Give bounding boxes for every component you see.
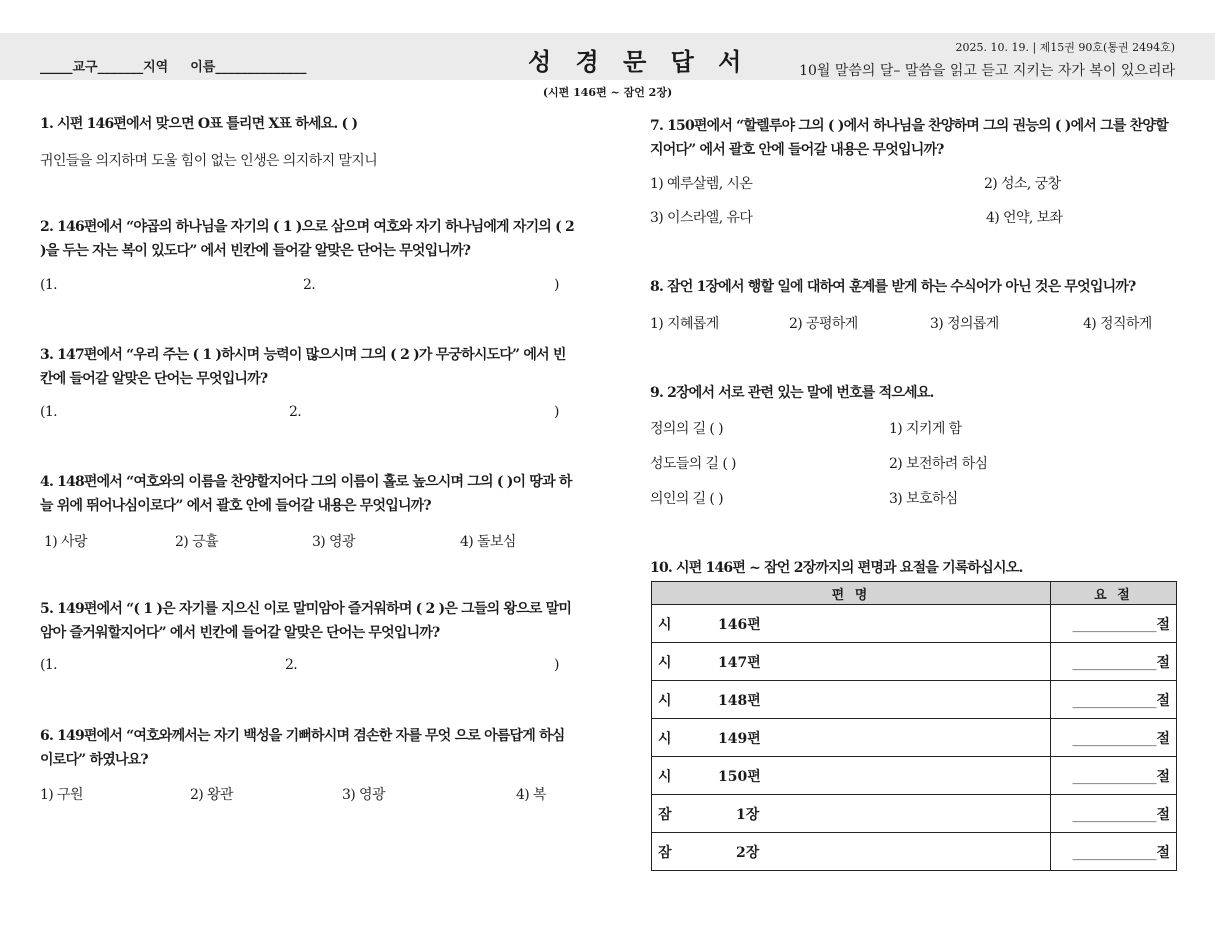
verse-blank[interactable]: ____________ — [1072, 654, 1157, 671]
chapter-cell — [652, 795, 1051, 833]
verse-suffix: 절 — [1156, 654, 1170, 671]
chapter-cell — [652, 757, 1051, 795]
q6-option-2[interactable]: 2) 왕관 — [190, 787, 233, 803]
chapter-label: 148편 — [718, 692, 761, 709]
parish-blank[interactable]: _____교구 — [40, 60, 98, 75]
q7-option-4[interactable]: 4) 언약, 보좌 — [986, 210, 1063, 226]
book-label: 시 — [658, 730, 672, 747]
table-row — [652, 719, 1177, 757]
chapter-label: 147편 — [718, 654, 761, 671]
q5-answer-2[interactable]: 2. — [285, 657, 298, 673]
chapter-cell — [652, 643, 1051, 681]
table-row — [652, 643, 1177, 681]
q5-answer-1[interactable]: (1. — [40, 657, 58, 673]
question-1: 1. 시편 146편에서 맞으면 O표 틀리면 X표 하세요. ( ) — [40, 116, 358, 132]
verse-cell[interactable] — [1051, 719, 1177, 757]
q6-option-1[interactable]: 1) 구원 — [40, 787, 83, 803]
verse-blank[interactable]: ____________ — [1072, 616, 1157, 633]
table-row — [652, 795, 1177, 833]
q8-option-2[interactable]: 2) 공평하게 — [789, 316, 858, 332]
q4-option-1[interactable]: 1) 사랑 — [44, 534, 87, 550]
chapter-cell — [652, 833, 1051, 871]
q9-left-3[interactable]: 의인의 길 ( ) — [650, 491, 723, 507]
q9-left-1[interactable]: 정의의 길 ( ) — [650, 421, 723, 437]
verse-suffix: 절 — [1156, 768, 1170, 785]
q9-left-2[interactable]: 성도들의 길 ( ) — [650, 456, 736, 472]
chapter-cell — [652, 681, 1051, 719]
name-fields — [40, 56, 306, 75]
q2-answer-2[interactable]: 2. — [303, 277, 316, 293]
chapter-label: 146편 — [718, 616, 761, 633]
question-8: 8. 잠언 1장에서 행할 일에 대하여 훈계를 받게 하는 수식어가 아닌 것은 무엇입니까? — [650, 279, 1136, 295]
q6-option-4[interactable]: 4) 복 — [516, 787, 546, 803]
page-title: 성 경 문 답 서 — [528, 47, 750, 76]
q7-option-3[interactable]: 3) 이스라엘, 유다 — [650, 210, 753, 226]
question-7: 7. 150편에서 “할렐루야 그의 ( )에서 하나님을 찬양하며 그의 권능의 ( )에서 그를 찬양할지어다” 에서 괄호 안에 들어갈 내용은 무엇입니까? — [650, 118, 1168, 158]
verse-blank[interactable]: ____________ — [1072, 730, 1157, 747]
q7-option-2[interactable]: 2) 성소, 궁창 — [984, 176, 1061, 192]
table-header-row — [652, 582, 1177, 605]
verse-cell[interactable] — [1051, 605, 1177, 643]
q2-close: ) — [554, 277, 559, 293]
q6-option-3[interactable]: 3) 영광 — [342, 787, 385, 803]
chapter-label: 149편 — [718, 730, 761, 747]
question-1-statement: 귀인들을 의지하며 도울 힘이 없는 인생은 의지하지 말지니 — [40, 153, 378, 169]
chapter-label: 1장 — [736, 806, 760, 823]
question-3: 3. 147편에서 “우리 주는 ( 1 )하시며 능력이 많으시며 그의 ( 2 )가 무궁하시도다” 에서 빈칸에 들어갈 알맞은 단어는 무엇입니까? — [40, 347, 566, 387]
chapter-cell — [652, 605, 1051, 643]
name-blank[interactable]: 이름______________ — [190, 60, 307, 75]
chapter-label: 150편 — [718, 768, 761, 785]
table-row — [652, 681, 1177, 719]
q4-option-4[interactable]: 4) 돌보심 — [460, 534, 516, 550]
q8-option-1[interactable]: 1) 지혜롭게 — [650, 316, 719, 332]
chapter-label: 2장 — [736, 844, 760, 861]
range-subtitle: (시편 146편 ~ 잠언 2장) — [542, 86, 673, 99]
book-label: 잠 — [658, 844, 672, 861]
chapter-verse-table — [651, 581, 1177, 871]
q9-right-3: 3) 보호하심 — [889, 491, 958, 507]
verse-cell[interactable] — [1051, 681, 1177, 719]
book-label: 시 — [658, 768, 672, 785]
question-2: 2. 146편에서 “야곱의 하나님을 자기의 ( 1 )으로 삼으며 여호와 자기 하나님에게 자기의 ( 2 )을 두는 자는 복이 있도다” 에서 빈칸에 들어갈 알맞은 단어는 무엇입니까? — [40, 219, 574, 259]
book-label: 잠 — [658, 806, 672, 823]
table-row — [652, 757, 1177, 795]
verse-blank[interactable]: ____________ — [1072, 844, 1157, 861]
verse-suffix: 절 — [1156, 692, 1170, 709]
q9-right-1: 1) 지키게 함 — [889, 421, 962, 437]
question-10: 10. 시편 146편 ~ 잠언 2장까지의 편명과 요절을 기록하십시오. — [650, 560, 1023, 576]
col-verse-header: 요 절 — [1051, 582, 1177, 605]
q7-option-1[interactable]: 1) 예루살렘, 시온 — [650, 176, 753, 192]
q9-right-2: 2) 보전하려 하심 — [889, 456, 988, 472]
q8-option-3[interactable]: 3) 정의롭게 — [930, 316, 999, 332]
q2-answer-1[interactable]: (1. — [40, 277, 58, 293]
q3-close: ) — [554, 404, 559, 420]
verse-cell[interactable] — [1051, 795, 1177, 833]
verse-blank[interactable]: ____________ — [1072, 806, 1157, 823]
verse-suffix: 절 — [1156, 730, 1170, 747]
verse-cell[interactable] — [1051, 757, 1177, 795]
region-blank[interactable]: _______지역 — [97, 60, 169, 75]
verse-suffix: 절 — [1156, 844, 1170, 861]
q4-option-3[interactable]: 3) 영광 — [312, 534, 355, 550]
question-6: 6. 149편에서 “여호와께서는 자기 백성을 기뻐하시며 겸손한 자를 무엇 으로 아름답게 하심이로다” 하였나요? — [40, 728, 565, 768]
book-label: 시 — [658, 616, 672, 633]
q5-close: ) — [554, 657, 559, 673]
verse-blank[interactable]: ____________ — [1072, 692, 1157, 709]
q3-answer-1[interactable]: (1. — [40, 404, 58, 420]
q3-answer-2[interactable]: 2. — [289, 404, 302, 420]
q4-option-2[interactable]: 2) 긍휼 — [175, 534, 218, 550]
table-row — [652, 605, 1177, 643]
verse-blank[interactable]: ____________ — [1072, 768, 1157, 785]
chapter-cell — [652, 719, 1051, 757]
table-row — [652, 833, 1177, 871]
book-label: 시 — [658, 654, 672, 671]
col-chapter-header: 편 명 — [652, 582, 1051, 605]
verse-suffix: 절 — [1156, 616, 1170, 633]
motto: 10월 말씀의 달– 말씀을 읽고 듣고 지키는 자가 복이 있으리라 — [799, 63, 1175, 79]
question-4: 4. 148편에서 “여호와의 이름을 찬양할지어다 그의 이름이 홀로 높으시며 그의 ( )이 땅과 하늘 위에 뛰어나심이로다” 에서 괄호 안에 들어갈 내용은 무엇입니까? — [40, 474, 572, 514]
question-5: 5. 149편에서 “( 1 )은 자기를 지으신 이로 말미암아 즐거워하며 ( 2 )은 그들의 왕으로 말미암아 즐거워할지어다” 에서 빈칸에 들어갈 알맞은 단어는 무엇입니까? — [40, 601, 572, 641]
verse-suffix: 절 — [1156, 806, 1170, 823]
question-9: 9. 2장에서 서로 관련 있는 말에 번호를 적으세요. — [650, 385, 934, 401]
verse-cell[interactable] — [1051, 643, 1177, 681]
q8-option-4[interactable]: 4) 정직하게 — [1083, 316, 1152, 332]
verse-cell[interactable] — [1051, 833, 1177, 871]
book-label: 시 — [658, 692, 672, 709]
issue-line: 2025. 10. 19. | 제15권 90호(통권 2494호) — [955, 41, 1175, 54]
